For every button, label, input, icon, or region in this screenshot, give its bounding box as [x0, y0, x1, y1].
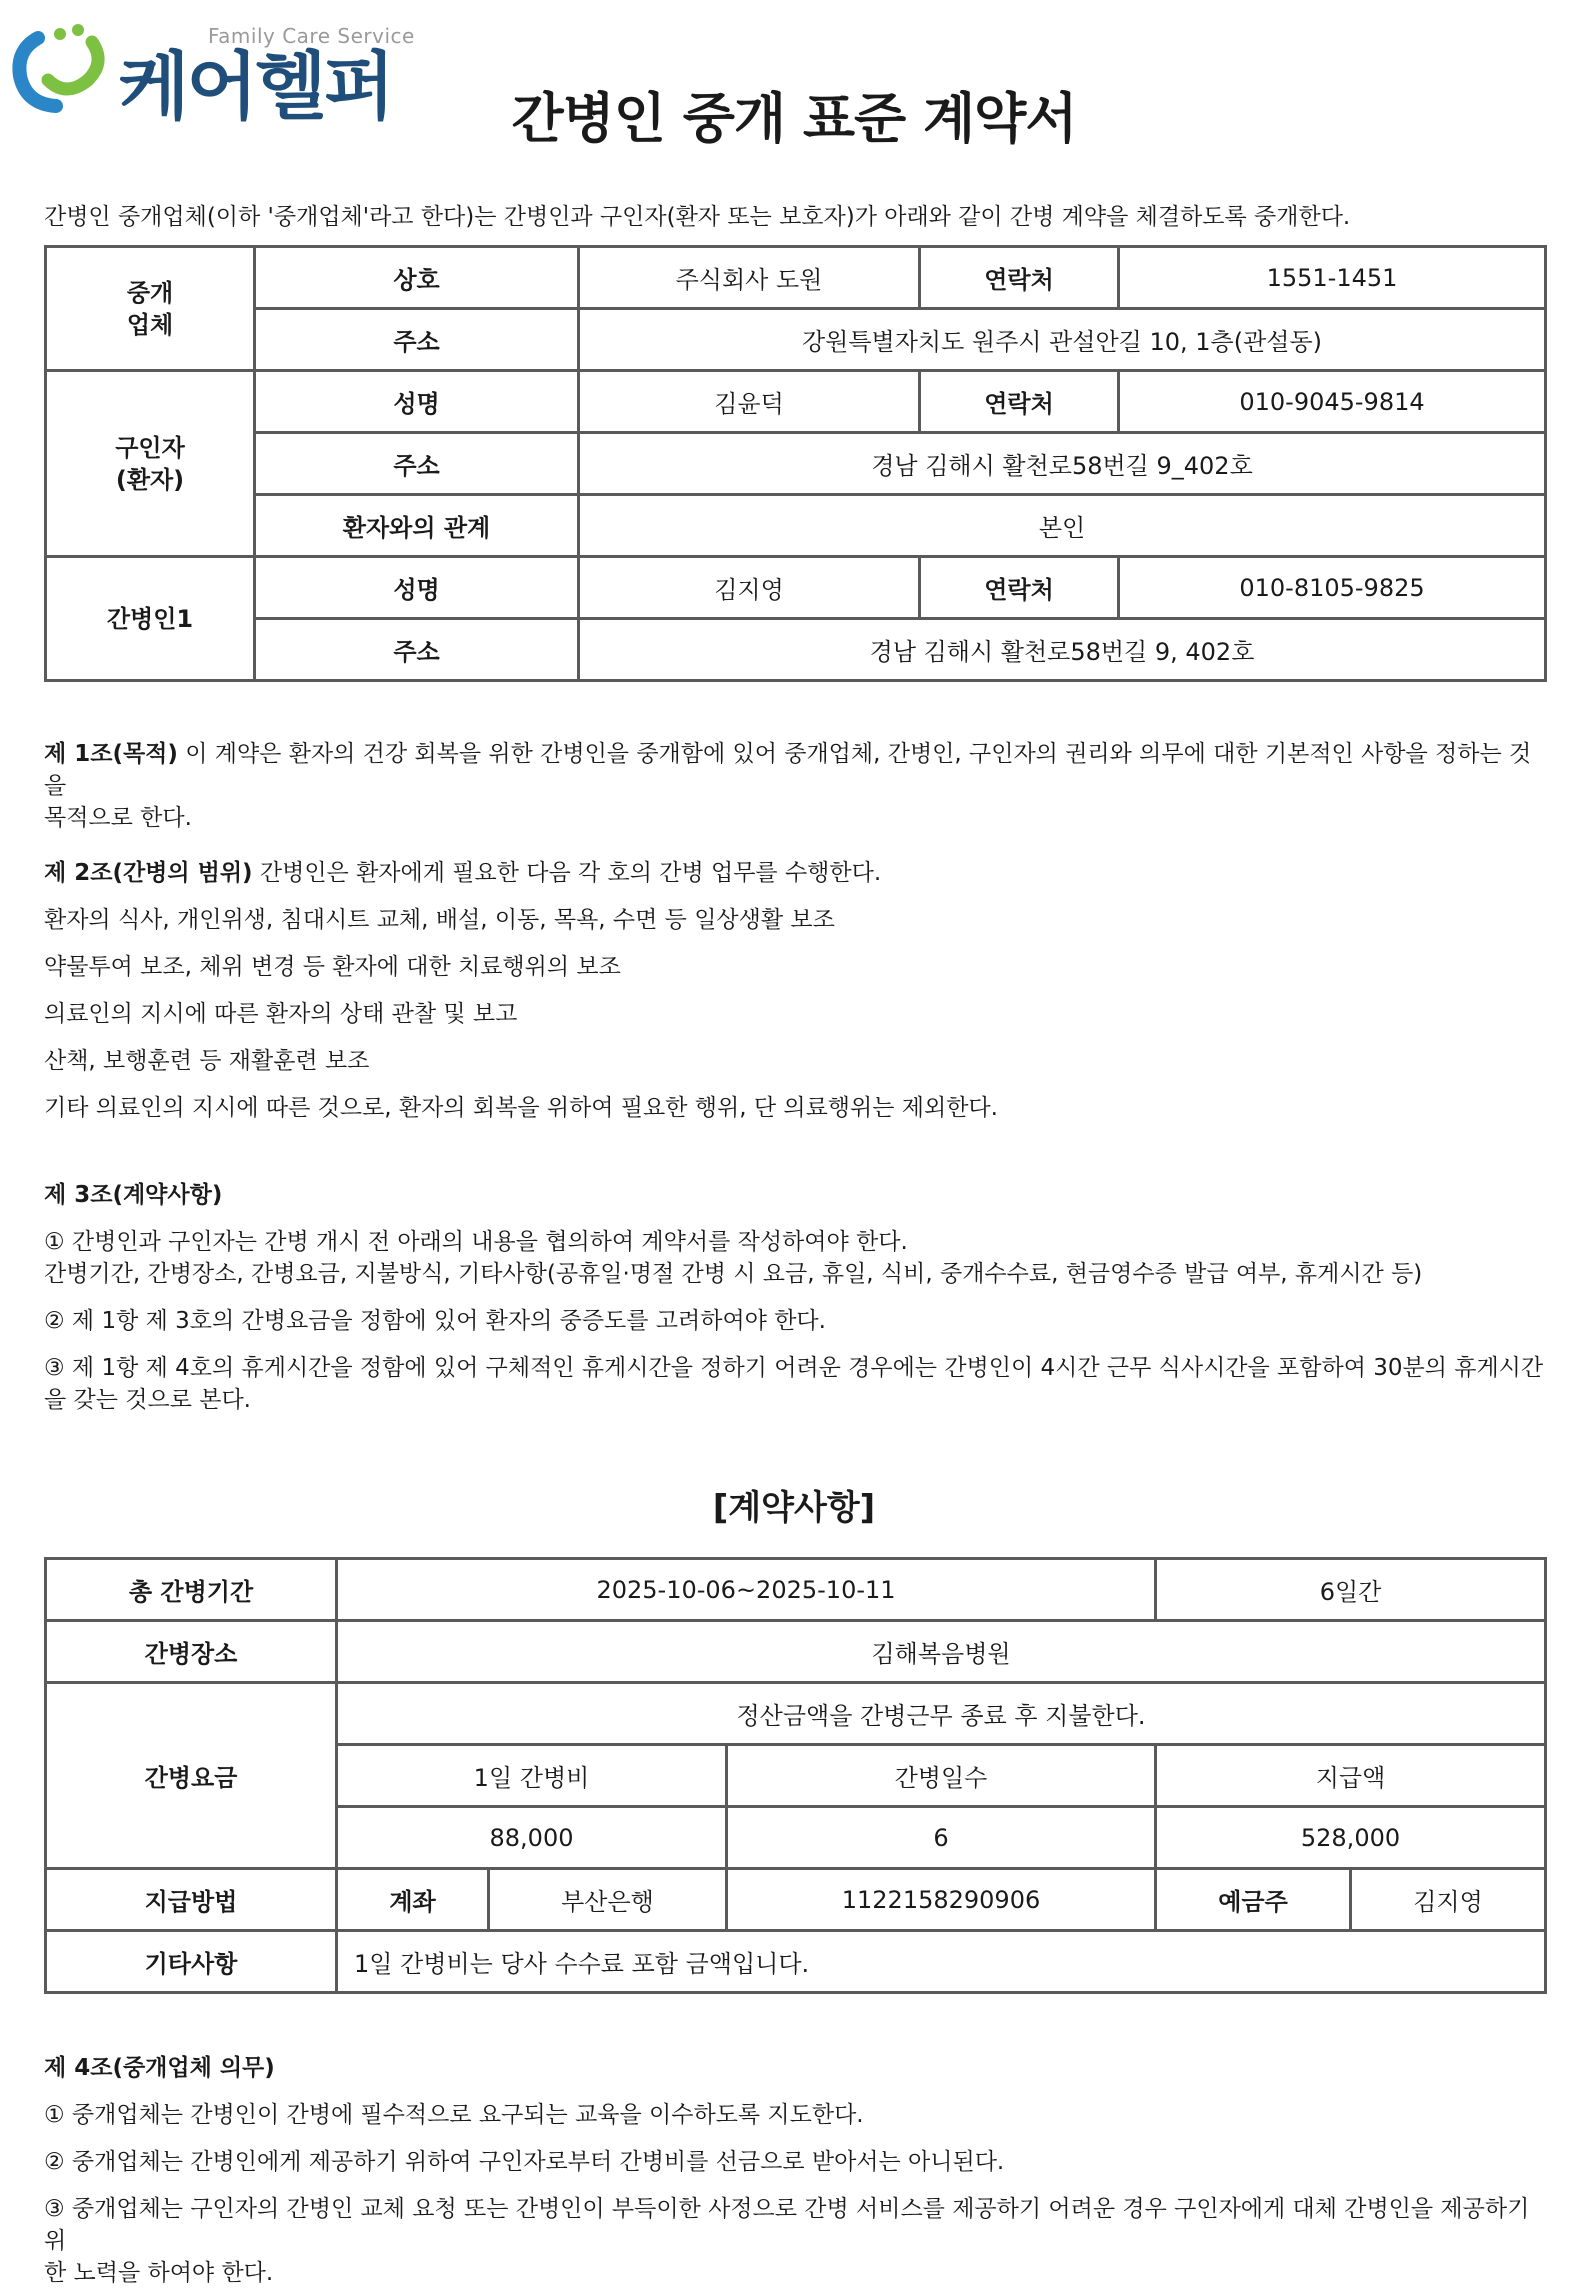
holder-label: 예금주 [1156, 1869, 1351, 1931]
article-3-para-3: ③ 제 1항 제 4호의 휴게시간을 정함에 있어 구체적인 휴게시간을 정하기 어려운 경우에는 간병인이 4시간 근무 식사시간을 포함하여 30분의 휴게시간 [44, 1355, 1544, 1381]
fee-label: 간병요금 [46, 1683, 337, 1869]
parties-table [44, 245, 1547, 682]
client-address-value: 경남 김해시 활천로58번길 9_402호 [579, 433, 1546, 495]
place-value: 김해복음병원 [337, 1621, 1546, 1683]
table-row [46, 1931, 1546, 1993]
days-value: 6 [727, 1807, 1156, 1869]
table-row [46, 309, 1546, 371]
period-days: 6일간 [1156, 1559, 1546, 1621]
agency-contact-value: 1551-1451 [1119, 247, 1546, 309]
table-row [46, 433, 1546, 495]
client-relation-label: 환자와의 관계 [255, 495, 579, 557]
table-row [46, 1869, 1546, 1931]
daily-fee-label: 1일 간병비 [337, 1745, 727, 1807]
total-value: 528,000 [1156, 1807, 1546, 1869]
article-3-para-3b: 을 갖는 것으로 본다. [44, 1387, 251, 1413]
contract-terms-table [44, 1557, 1547, 1994]
article-3-para-1b: 간병기간, 간병장소, 간병요금, 지불방식, 기타사항(공휴일·명절 간병 시 요금, 휴일, 식비, 중개수수료, 현금영수증 발급 여부, 휴게시간 등) [44, 1261, 1423, 1287]
caregiver-header: 간병인1 [46, 557, 255, 681]
caregiver-address-label: 주소 [255, 619, 579, 681]
client-relation-value: 본인 [579, 495, 1546, 557]
article-3 [44, 1179, 1544, 1416]
account-number: 1122158290906 [727, 1869, 1156, 1931]
article-2-lead: 제 2조(간병의 범위) 간병인은 환자에게 필요한 다음 각 호의 간병 업무를 수행한다. [44, 860, 882, 886]
client-address-label: 주소 [255, 433, 579, 495]
caregiver-name-value: 김지영 [579, 557, 920, 619]
article-2 [44, 857, 1544, 1124]
logo-tagline: Family Care Service [208, 24, 415, 48]
holder-value: 김지영 [1351, 1869, 1546, 1931]
table-row [46, 247, 1546, 309]
etc-label: 기타사항 [46, 1931, 337, 1993]
agency-address-value: 강원특별자치도 원주시 관설안길 10, 1층(관설동) [579, 309, 1546, 371]
table-row [46, 557, 1546, 619]
etc-value: 1일 간병비는 당사 수수료 포함 금액입니다. [337, 1931, 1546, 1993]
client-name-label: 성명 [255, 371, 579, 433]
article-1-text: 제 1조(목적) 이 계약은 환자의 건강 회복을 위한 간병인을 중개함에 있어 중개업체, 간병인, 구인자의 권리와 의무에 대한 기본적인 사항을 정하는 것을 [44, 741, 1532, 799]
caregiver-contact-value: 010-8105-9825 [1119, 557, 1546, 619]
article-3-para-1: ① 간병인과 구인자는 간병 개시 전 아래의 내용을 협의하여 계약서를 작성하여야 한다. [44, 1229, 908, 1255]
table-row [46, 495, 1546, 557]
fee-note: 정산금액을 간병근무 종료 후 지불한다. [337, 1683, 1546, 1745]
list-item: 산책, 보행훈련 등 재활훈련 보조 [44, 1048, 370, 1074]
period-label: 총 간병기간 [46, 1559, 337, 1621]
client-header: 구인자 (환자) [46, 371, 255, 557]
client-name-value: 김윤덕 [579, 371, 920, 433]
caregiver-contact-label: 연락처 [920, 557, 1119, 619]
table-row [46, 1621, 1546, 1683]
article-3-para-2: ② 제 1항 제 3호의 간병요금을 정함에 있어 환자의 중증도를 고려하여야 한다. [44, 1308, 826, 1334]
list-item: 환자의 식사, 개인위생, 침대시트 교체, 배설, 이동, 목욕, 수면 등 일상생활 보조 [44, 907, 835, 933]
table-row [46, 619, 1546, 681]
daily-fee-value: 88,000 [337, 1807, 727, 1869]
agency-name-value: 주식회사 도원 [579, 247, 920, 309]
total-label: 지급액 [1156, 1745, 1546, 1807]
contract-terms-heading: [계약사항] [712, 1488, 876, 1528]
agency-header: 중개 업체 [46, 247, 255, 371]
days-label: 간병일수 [727, 1745, 1156, 1807]
period-value: 2025-10-06~2025-10-11 [337, 1559, 1156, 1621]
article-4-para-3b: 한 노력을 하여야 한다. [44, 2260, 274, 2286]
bank-value: 부산은행 [489, 1869, 727, 1931]
intro-text: 간병인 중개업체(이하 '중개업체'라고 한다)는 간병인과 구인자(환자 또는 보호자)가 아래와 같이 간병 계약을 체결하도록 중개한다. [44, 204, 1351, 230]
table-row [46, 371, 1546, 433]
agency-address-label: 주소 [255, 309, 579, 371]
logo-name: 케어헬퍼 [118, 44, 392, 130]
place-label: 간병장소 [46, 1621, 337, 1683]
article-3-heading: 제 3조(계약사항) [44, 1182, 223, 1208]
article-2-heading: 제 2조(간병의 범위) [44, 860, 253, 886]
client-contact-label: 연락처 [920, 371, 1119, 433]
client-contact-value: 010-9045-9814 [1119, 371, 1546, 433]
article-4-para-2: ② 중개업체는 간병인에게 제공하기 위하여 구인자로부터 간병비를 선금으로 받아서는 아니된다. [44, 2149, 1005, 2175]
caregiver-address-value: 경남 김해시 활천로58번길 9, 402호 [579, 619, 1546, 681]
article-1-heading: 제 1조(목적) [44, 741, 178, 767]
payment-label: 지급방법 [46, 1869, 337, 1931]
article-4 [44, 2052, 1544, 2289]
document-title: 간병인 중개 표준 계약서 [511, 87, 1077, 150]
article-4-heading: 제 4조(중개업체 의무) [44, 2055, 275, 2081]
account-label: 계좌 [337, 1869, 489, 1931]
article-4-para-1: ① 중개업체는 간병인이 간병에 필수적으로 요구되는 교육을 이수하도록 지도한다. [44, 2102, 864, 2128]
agency-contact-label: 연락처 [920, 247, 1119, 309]
article-1-text-cont: 목적으로 한다. [44, 805, 192, 831]
caregiver-name-label: 성명 [255, 557, 579, 619]
table-row [46, 1683, 1546, 1745]
article-1 [44, 738, 1544, 834]
list-item: 기타 의료인의 지시에 따른 것으로, 환자의 회복을 위하여 필요한 행위, 단 의료행위는 제외한다. [44, 1095, 998, 1121]
list-item: 약물투여 보조, 체위 변경 등 환자에 대한 치료행위의 보조 [44, 954, 621, 980]
table-row [46, 1559, 1546, 1621]
list-item: 의료인의 지시에 따른 환자의 상태 관찰 및 보고 [44, 1001, 518, 1027]
article-4-para-3: ③ 중개업체는 구인자의 간병인 교체 요청 또는 간병인이 부득이한 사정으로 간병 서비스를 제공하기 어려운 경우 구인자에게 대체 간병인을 제공하기 위 [44, 2196, 1530, 2254]
agency-name-label: 상호 [255, 247, 579, 309]
